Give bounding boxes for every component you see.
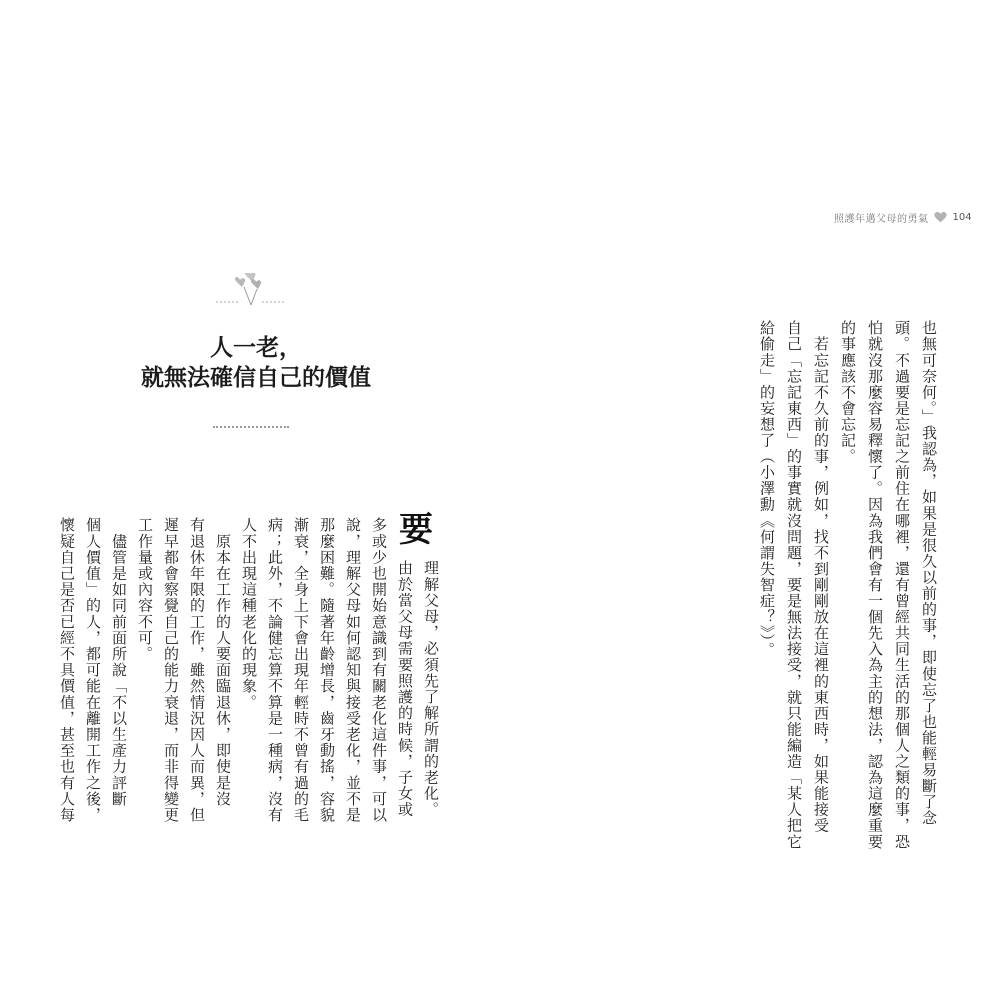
left-text-column-3: 多或少也開始意識到有關老化這件事，可以 bbox=[370, 517, 388, 823]
right-text-column-1: 也無可奈何。」我認為，如果是很久以前的事，即使忘了也能輕易斷了念 bbox=[920, 320, 938, 827]
right-text-column-2: 頭。不過要是忘記之前住在哪裡，還有曾經共同生活的那個人之類的事，恐 bbox=[893, 320, 911, 850]
hearts-ornament-icon bbox=[214, 273, 288, 307]
left-text-column-2: 由於當父母需要照護的時候，子女或 bbox=[396, 560, 414, 818]
right-text-column-5: 若忘記不久前的事，例如，找不到剛剛放在這裡的東西時，如果能接受 bbox=[812, 320, 830, 834]
left-text-column-11: 遲早都會察覺自己的能力衰退，而非得變更 bbox=[162, 517, 180, 823]
left-text-column-1: 理解父母，必須先了解所謂的老化。 bbox=[422, 560, 440, 818]
drop-cap: 要 bbox=[399, 510, 433, 550]
right-text-column-6: 自己「忘記東西」的事實就沒問題，要是無法接受，就只能編造「某人把它 bbox=[785, 320, 803, 850]
left-text-column-8: 人不出現這種老化的現象。 bbox=[240, 517, 258, 711]
left-text-column-14: 個人價值」的人，都可能在離開工作之後， bbox=[84, 517, 102, 823]
page-number: 104 bbox=[952, 211, 972, 223]
right-text-column-7: 給偷走」的妄想了（小澤勳《何謂失智症？》）。 bbox=[758, 320, 776, 659]
left-text-column-4: 說，理解父母如何認知與接受老化，並不是 bbox=[344, 517, 362, 823]
running-header bbox=[834, 208, 972, 226]
chapter-title bbox=[120, 333, 392, 393]
left-text-column-9: 原本在工作的人要面臨退休，即使是沒 bbox=[214, 517, 232, 807]
right-text-column-3: 怕就沒那麼容易釋懷了。因為我們會有一個先入為主的想法，認為這麼重要 bbox=[866, 320, 884, 850]
right-text-column-4: 的事應該不會忘記。 bbox=[839, 320, 857, 465]
left-text-column-7: 病；此外，不論健忘算不算是一種病，沒有 bbox=[266, 517, 284, 823]
left-text-column-6: 漸衰，全身上下會出現年輕時不曾有過的毛 bbox=[292, 517, 310, 823]
left-text-column-13: 儘管是如同前面所說「不以生產力評斷 bbox=[110, 517, 128, 807]
left-text-column-5: 那麼困難。隨著年齡增長，齒牙動搖，容貌 bbox=[318, 517, 336, 823]
left-text-column-12: 工作量或內容不可。 bbox=[136, 517, 154, 662]
running-title: 照護年邁父母的勇氣 bbox=[834, 213, 929, 225]
left-text-column-15: 懷疑自己是否已經不具價值，甚至也有人每 bbox=[58, 517, 76, 823]
left-text-column-10: 有退休年限的工作，雖然情況因人而異，但 bbox=[188, 517, 206, 823]
title-divider bbox=[213, 426, 289, 428]
heart-icon bbox=[934, 212, 947, 223]
title-line-2: 就無法確信自己的價值 bbox=[141, 365, 371, 391]
title-line-1: 人一老， bbox=[210, 335, 302, 361]
